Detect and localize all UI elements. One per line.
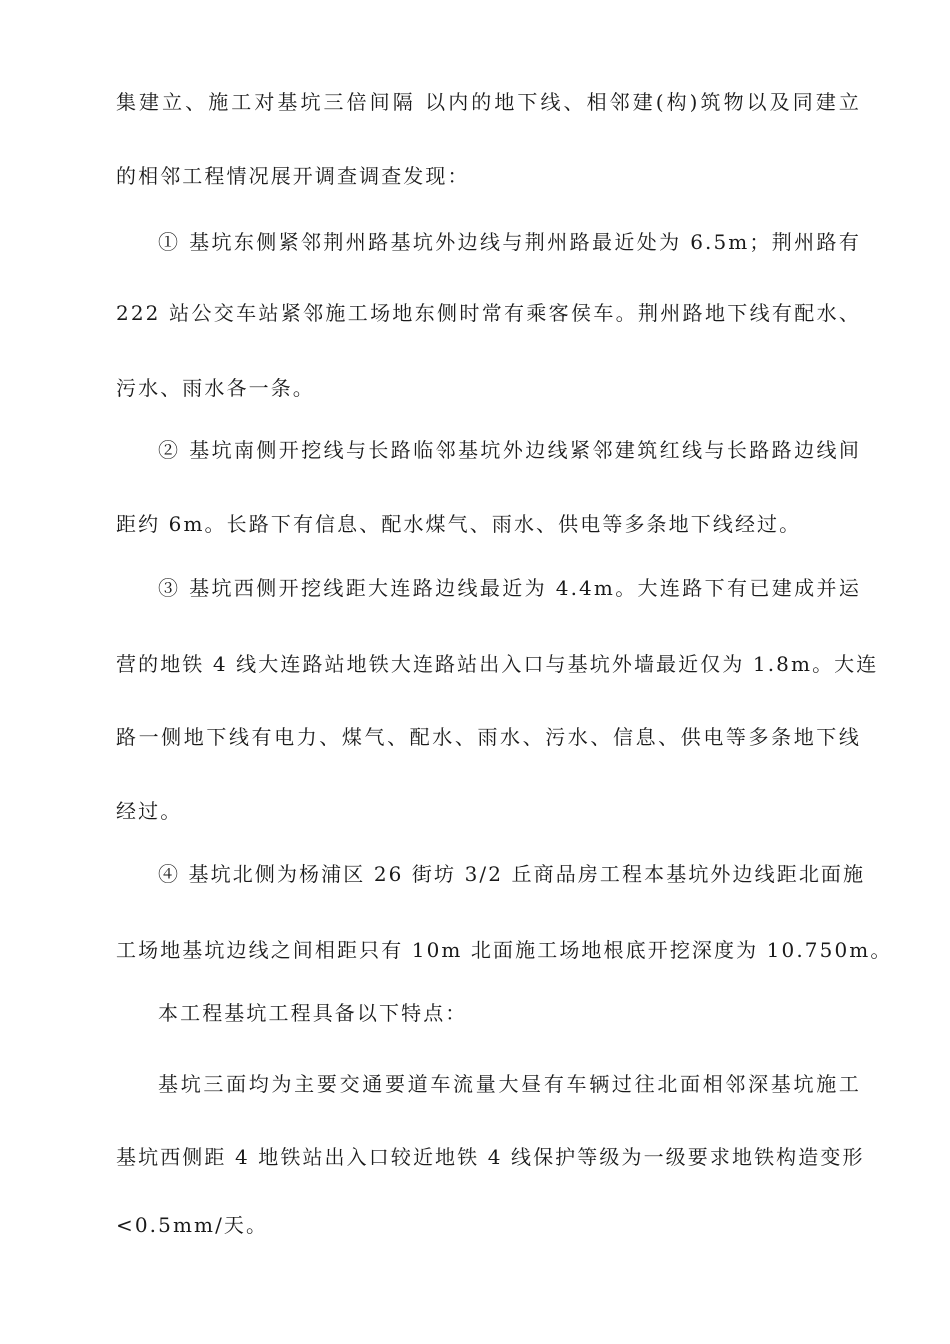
paragraph-line: 基坑三面均为主要交通要道车流量大昼有车辆过往北面相邻深基坑施工 [158,1072,861,1096]
paragraph-item-4-line: ④ 基坑北侧为杨浦区 26 街坊 3/2 丘商品房工程本基坑外边线距北面施 [158,862,866,886]
text-line: 的相邻工程情况展开调查调查发现： [116,164,470,188]
text-line: 集建立、施工对基坑三倍间隔 以内的地下线、相邻建(构)筑物以及同建立 [116,90,861,114]
text-line: 经过。 [116,799,183,823]
text-line: 污水、雨水各一条。 [116,376,315,400]
text-line: 路一侧地下线有电力、煤气、配水、雨水、污水、信息、供电等多条地下线 [116,725,861,749]
text-line: 营的地铁 4 线大连路站地铁大连路站出入口与基坑外墙最近仅为 1.8m。大连 [116,652,879,676]
text-line: 222 站公交车站紧邻施工场地东侧时常有乘客侯车。荆州路地下线有配水、 [116,301,861,325]
section-intro-line: 本工程基坑工程具备以下特点： [158,1001,468,1025]
text-line: 工场地基坑边线之间相距只有 10m 北面施工场地根底开挖深度为 10.750m。 [116,938,893,962]
paragraph-item-2-line: ② 基坑南侧开挖线与长路临邻基坑外边线紧邻建筑红线与长路路边线间 [158,438,861,462]
text-line: 基坑西侧距 4 地铁站出入口较近地铁 4 线保护等级为一级要求地铁构造变形 [116,1145,865,1169]
paragraph-item-1-line: ① 基坑东侧紧邻荆州路基坑外边线与荆州路最近处为 6.5m；荆州路有 [158,230,861,254]
text-line: <0.5mm/天。 [116,1213,269,1237]
text-line: 距约 6m。长路下有信息、配水煤气、雨水、供电等多条地下线经过。 [116,512,802,536]
paragraph-item-3-line: ③ 基坑西侧开挖线距大连路边线最近为 4.4m。大连路下有已建成并运 [158,576,861,600]
